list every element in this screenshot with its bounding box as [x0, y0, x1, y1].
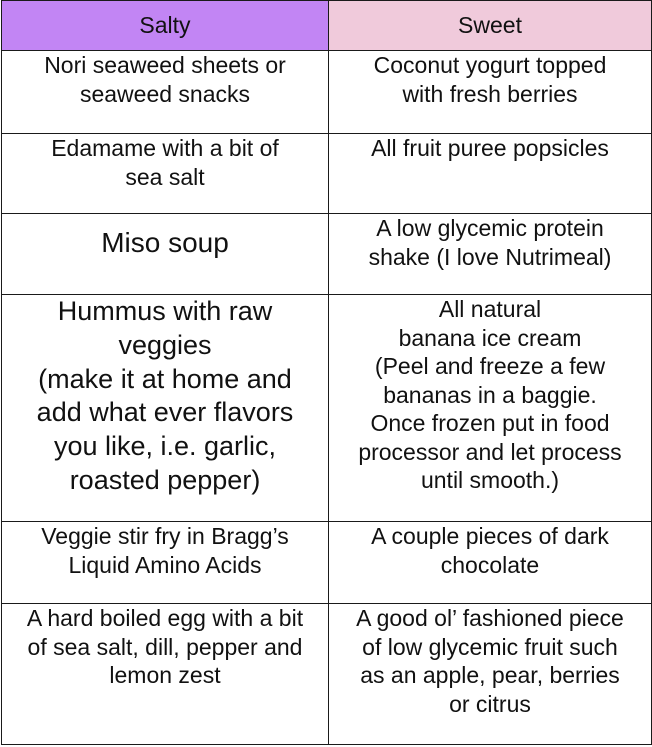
table-row: [2, 134, 652, 214]
table-row: [2, 604, 652, 745]
sweet-snack-cell: All fruit puree popsicles: [329, 134, 652, 214]
table-row: [2, 522, 652, 604]
header-row: [2, 1, 652, 51]
sweet-snack-cell: All natural banana ice cream (Peel and freeze a few bananas in a baggie. Once frozen put in food processor and let process until smooth.): [329, 295, 652, 522]
sweet-snack-cell: Coconut yogurt topped with fresh berries: [329, 51, 652, 134]
sweet-snack-cell: A couple pieces of dark chocolate: [329, 522, 652, 604]
salty-snack-cell: Nori seaweed sheets or seaweed snacks: [2, 51, 329, 134]
sweet-column-header: Sweet: [329, 1, 652, 51]
salty-column-header: Salty: [2, 1, 329, 51]
table-row: [2, 214, 652, 295]
salty-snack-cell: Miso soup: [2, 214, 329, 295]
snack-comparison-table: [1, 0, 652, 745]
sweet-snack-cell: A good ol’ fashioned piece of low glycemic fruit such as an apple, pear, berries or citrus: [329, 604, 652, 745]
table-row: [2, 51, 652, 134]
salty-snack-cell: A hard boiled egg with a bit of sea salt, dill, pepper and lemon zest: [2, 604, 329, 745]
salty-snack-cell: Veggie stir fry in Bragg’s Liquid Amino Acids: [2, 522, 329, 604]
salty-snack-cell: Edamame with a bit of sea salt: [2, 134, 329, 214]
sweet-snack-cell: A low glycemic protein shake (I love Nutrimeal): [329, 214, 652, 295]
salty-snack-cell: Hummus with raw veggies (make it at home and add what ever flavors you like, i.e. garlic, roasted pepper): [2, 295, 329, 522]
table-row: [2, 295, 652, 522]
